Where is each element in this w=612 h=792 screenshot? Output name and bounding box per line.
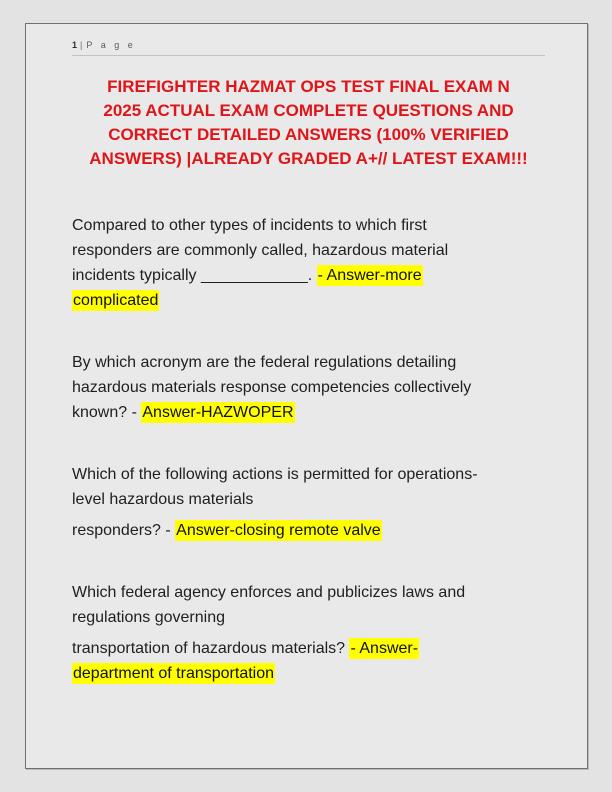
document-body [72, 213, 545, 686]
question-1 [72, 213, 545, 313]
question-3-answer [72, 518, 545, 543]
highlighted-answer-text: Answer-closing remote valve [176, 522, 381, 539]
question-text: known? - [72, 404, 142, 421]
text-line [72, 400, 545, 425]
question-text: By which acronym are the federal regulations detailing [72, 354, 457, 371]
text-line [72, 636, 545, 661]
page-header [72, 40, 545, 56]
text-line [72, 661, 545, 686]
highlighted-answer-text: Answer-HAZWOPER [142, 404, 294, 421]
question-text: responders are commonly called, hazardous material [72, 242, 449, 259]
question-2 [72, 350, 545, 425]
question-text: regulations governing [72, 609, 225, 626]
title-line: CORRECT DETAILED ANSWERS (100% VERIFIED [108, 125, 509, 144]
highlighted-answer-text: - Answer- [350, 640, 419, 657]
page-content [26, 24, 587, 686]
text-line [72, 350, 545, 375]
question-text: Which of the following actions is permitted for operations- [72, 466, 478, 483]
document-title [72, 75, 545, 171]
text-line [72, 238, 545, 263]
question-4-answer [72, 636, 545, 686]
question-3 [72, 462, 545, 512]
text-line [72, 213, 545, 238]
question-text: Which federal agency enforces and publicizes laws and [72, 584, 466, 601]
question-text: Compared to other types of incidents to which first [72, 217, 427, 234]
document-page [25, 23, 588, 769]
question-text: level hazardous materials [72, 491, 254, 508]
text-line [72, 605, 545, 630]
question-text: transportation of hazardous materials? [72, 640, 350, 657]
question-4 [72, 580, 545, 630]
question-text: hazardous materials response competencies collectively [72, 379, 472, 396]
page-header-divider: | [80, 40, 83, 50]
highlighted-answer-text: complicated [73, 292, 159, 309]
text-line [72, 288, 545, 313]
title-line: FIREFIGHTER HAZMAT OPS TEST FINAL EXAM N [107, 77, 510, 96]
text-line [72, 263, 545, 288]
question-text: incidents typically ____________. [72, 267, 317, 284]
text-line [72, 518, 545, 543]
page-number: 1 [72, 40, 78, 50]
text-line [72, 487, 545, 512]
highlighted-answer-text: department of transportation [73, 665, 275, 682]
text-line [72, 462, 545, 487]
title-line: 2025 ACTUAL EXAM COMPLETE QUESTIONS AND [103, 101, 514, 120]
text-line [72, 375, 545, 400]
title-line: ANSWERS) |ALREADY GRADED A+// LATEST EXAM!!! [89, 149, 528, 168]
page-header-label: P a g e [86, 40, 136, 50]
question-text: responders? - [72, 522, 176, 539]
highlighted-answer-text: - Answer-more [317, 267, 422, 284]
text-line [72, 580, 545, 605]
